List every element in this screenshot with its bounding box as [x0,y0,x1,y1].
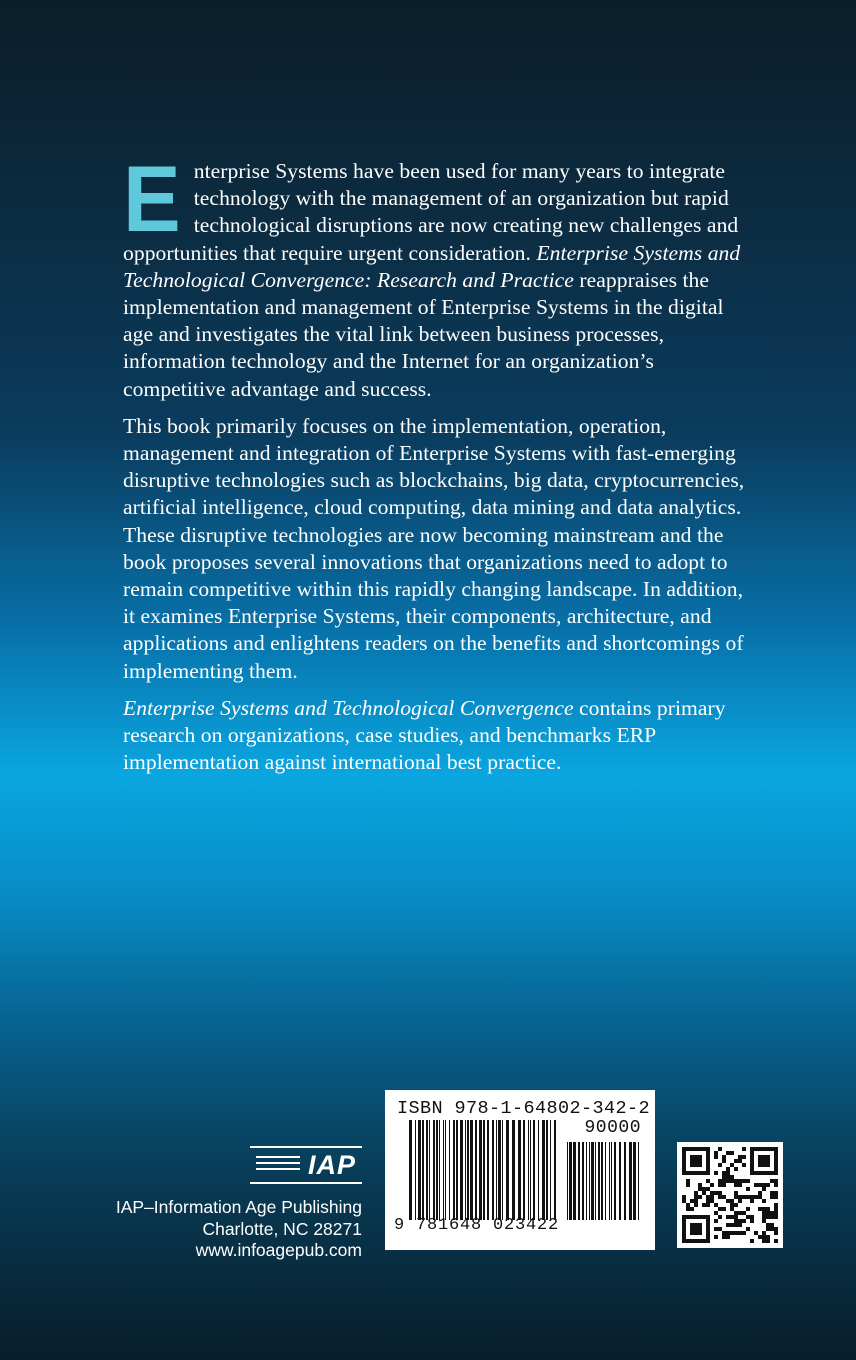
barcode-bars-addon [567,1142,641,1220]
paragraph-2: This book primarily focuses on the implementation, operation, management and integration of Enterprise Systems with fast-emerging disruptive technologies such as blockchains, big data, cryptocurrencies, artificial intelligence, cloud computing, data mining and data analytics. These disruptive technologies are now becoming mainstream and the book proposes several innovations that organizations need to adopt to remain competitive within this rapidly changing landscape. In addition, it examines Enterprise Systems, their components, architecture, and applications and enlightens readers on the benefits and shortcomings of implementing them. [123,413,745,683]
price-code: 90000 [584,1118,641,1138]
publisher-city: Charlotte, NC 28271 [202,1218,362,1239]
publisher-name: IAP–Information Age Publishing [115,1197,362,1217]
qr-code-graphic [682,1147,778,1243]
publisher-block [102,1146,362,1262]
paragraph-3-text: contains primary research on organizations, case studies, and benchmarks ERP implementation against international best practice. [123,695,726,775]
book-title-italic: Enterprise Systems and Technological Convergence: Research and Practice [123,240,741,292]
paragraph-1 [123,146,755,403]
isbn-barcode [385,1090,655,1250]
ean-digits: 9 781648 023422 [394,1216,560,1235]
paragraph-3 [123,695,755,777]
iap-logo-text: IAP [307,1150,356,1180]
book-title-short-italic: Enterprise Systems and Technological Convergence [123,695,574,720]
back-cover-description [123,146,755,786]
paragraph-1-text: nterprise Systems have been used for many years to integrate technology with the management of an organization but rapid technological disruptions are now creating new challenges and opportunities that require urgent consideration. [123,159,739,265]
barcode-bars-main [409,1120,559,1220]
isbn-label: ISBN 978-1-64802-342-2 [397,1098,651,1119]
drop-cap: E [123,146,181,251]
paragraph-1-end: reappraises the implementation and management of Enterprise Systems in the digital age and investigates the vital link between business processes, information technology and the Internet for an organization’s competitive advantage and success. [123,267,724,401]
qr-code-icon [677,1142,783,1248]
publisher-website: www.infoagepub.com [195,1240,362,1260]
iap-logo [250,1146,362,1184]
